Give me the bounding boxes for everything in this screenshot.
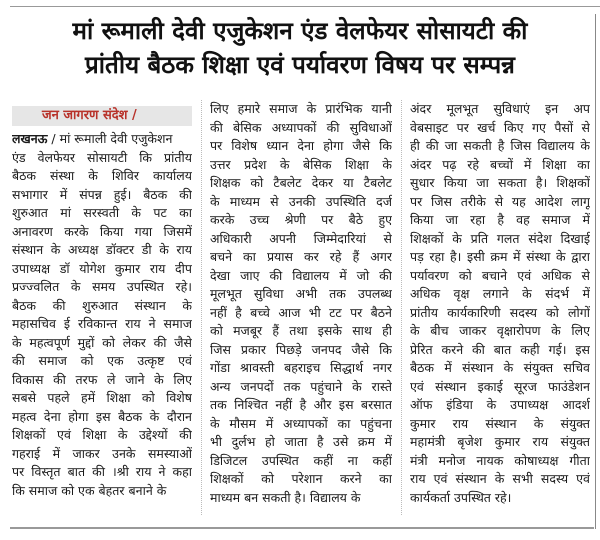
article-line: शिक्षकों एवं शिक्षा के उद्देश्यों की: [12, 427, 192, 442]
article-line: शिक्षकों के प्रति गलत संदेश दिखाई: [410, 230, 590, 246]
article-line: सुधार किया जा सकता है। शिक्षकों: [410, 175, 590, 190]
article-line: शिक्षकों को परेशान करने का: [210, 471, 392, 486]
article-line: नहीं है बच्चे आज भी टट पर बैठने: [210, 304, 392, 320]
article-line: अंदर पढ़ रहे बच्चों में शिक्षा का: [410, 156, 590, 172]
article-line-text: / मां रूमाली देवी एजुकेशन: [47, 131, 173, 146]
column-divider: [201, 100, 202, 515]
article-line: देखा जाए की विद्यालय में जो की: [210, 267, 392, 283]
article-line: अधिकारी अपनी जिम्मेदारियां से: [210, 230, 392, 246]
byline: जन जागरण संदेश /: [42, 108, 137, 123]
bottom-rule: [10, 527, 594, 529]
article-line: डिजिटल उपस्थित कहीं ना कहीं: [210, 452, 392, 468]
article-line: पड़ रहा है। इसी क्रम में संस्था के द्वारा: [410, 249, 590, 264]
article-line: पर जिस तरीके से यह आदेश लागू: [410, 193, 590, 209]
article-column-1: [12, 130, 192, 500]
article-line: बैठक संस्था के शिविर कार्यालय: [12, 168, 192, 183]
article-line: करके उच्च श्रेणी पर बैठे हुए: [210, 212, 392, 227]
article-line: शुरुआत मां सरस्वती के पट का: [12, 205, 192, 220]
article-line: के माध्यम से उनकी उपस्थिति दर्ज: [210, 193, 392, 209]
article-line: लिए हमारे समाज के प्रारंभिक यानी: [210, 101, 392, 116]
article-line: सबसे पहले हमें शिक्षा को विशेष: [12, 390, 192, 405]
article-line: गहराई में जाकर उनके समस्याओं: [12, 445, 192, 461]
column-divider: [401, 100, 402, 515]
article-line: अंदर मूलभूत सुविधाएं इन अप: [410, 101, 590, 116]
article-line: बचने का प्रयास कर रहे हैं अगर: [210, 249, 392, 264]
article-line: माध्यम बन सकती है। विद्यालय के: [210, 489, 361, 505]
article-line: प्रज्ज्वलित के समय उपस्थित रहे।: [12, 279, 192, 294]
article-line: जिस प्रकार पिछड़े जनपद जैसे कि: [210, 341, 392, 357]
article-line: पर विस्तृत बात की ।श्री राय ने कहा: [12, 464, 192, 479]
article-line: कुमार राय संस्थान के संयुक्त: [410, 415, 590, 431]
article-line: ऑफ इंडिया के उपाध्यक्ष आदर्श: [410, 397, 590, 412]
headline: [0, 14, 600, 82]
article-line: विकास की तरफ ले जाने के लिए: [12, 371, 192, 387]
article-line: संस्थान के अध्यक्ष डॉक्टर डी के राय: [12, 242, 192, 257]
article-line: की समाज को एक उत्कृष्ट एवं: [12, 353, 192, 368]
article-line: उत्तर प्रदेश के बेसिक शिक्षा के: [210, 156, 392, 172]
article-line: शिक्षक को टैबलेट देकर या टैबलेट: [210, 175, 392, 190]
article-line: वेबसाइट पर खर्च किए गए पैसों से: [410, 119, 590, 135]
article-line: भी दुर्लभ हो जाता है उसे क्रम में: [210, 434, 392, 449]
article-column-2: [210, 100, 392, 507]
article-line: मूलभूत सुविधा अभी तक उपलब्ध: [210, 286, 392, 301]
article-line: किया जा रहा है वह समाज में: [410, 212, 590, 227]
article-line: पर विशेष ध्यान देना होगा जैसे कि: [210, 138, 392, 153]
article-line: एवं संस्थान इकाई सूरज फाउंडेशन: [410, 378, 590, 394]
article-line: राय एवं संस्थान के सभी सदस्य एवं: [410, 471, 590, 486]
article-line: प्रेरित करने की बात कही गई। इस: [410, 341, 590, 357]
article-line: अनावरण करके किया गया जिसमें: [12, 223, 192, 239]
article-line: महत्व देना होगा इस बैठक के दौरान: [12, 408, 192, 424]
headline-line-1: मां रूमाली देवी एजुकेशन एंड वेलफेयर सोसायटी की: [72, 17, 528, 45]
article-line: कि समाज को एक बेहतर बनाने के: [12, 482, 167, 498]
right-border: [595, 14, 596, 529]
article-line: उपाध्यक्ष डॉ योगेश कुमार राय दीप: [12, 260, 192, 276]
article-line: सभागार में संपन्न हुई। बैठक की: [12, 186, 192, 202]
article-line: तक निश्चित नहीं है और इस बरसात: [210, 397, 392, 412]
article-line: के बीच जाकर वृक्षारोपण के लिए: [410, 323, 590, 338]
dateline: लखनऊ: [12, 131, 48, 146]
article-line: गोंडा श्रावस्ती बहराइच सिद्धार्थ नगर: [210, 360, 392, 375]
article-line: एंड वेलफेयर सोसायटी कि प्रांतीय: [12, 149, 192, 165]
headline-line-2: प्रांतीय बैठक शिक्षा एवं पर्यावरण विषय पर सम्पन्न: [85, 51, 515, 79]
article-line: को मजबूर हैं तथा इसके साथ ही: [210, 323, 392, 338]
article-line: के मौसम में अध्यापकों का पहुंचना: [210, 415, 392, 431]
article-line: महामंत्री बृजेश कुमार राय संयुक्त: [410, 434, 590, 449]
article-line: बैठक की शुरुआत संस्थान के: [12, 297, 192, 313]
article-line: पर्यावरण को बचाने एवं अधिक से: [410, 267, 590, 283]
byline-band: [12, 106, 192, 126]
article-column-3: [410, 100, 590, 507]
top-rule: [10, 6, 600, 7]
article-line: प्रांतीय कार्यकारिणी सदस्य को लोगों: [410, 304, 590, 320]
article-line: बैठक में संस्थान के संयुक्त सचिव: [410, 360, 590, 375]
article-line: [12, 130, 192, 149]
article-line: महासचिव ई रविकान्त राय ने समाज: [12, 316, 192, 331]
article-line: मंत्री मनोज नायक कोषाध्यक्ष गीता: [410, 452, 590, 468]
article-line: की बेसिक अध्यापकों की सुविधाओं: [210, 119, 392, 135]
article-line: अधिक वृक्ष लगाने के संदर्भ में: [410, 286, 590, 301]
article-line: ही की जा सकती है जिस विद्यालय के: [410, 138, 590, 153]
article-line: कार्यकर्ता उपस्थित रहे।: [410, 489, 512, 505]
article-line: अन्य जनपदों तक पहुंचाने के रास्ते: [210, 378, 392, 394]
article-line: के महत्वपूर्ण मुद्दों को लेकर की जैसे: [12, 334, 192, 350]
